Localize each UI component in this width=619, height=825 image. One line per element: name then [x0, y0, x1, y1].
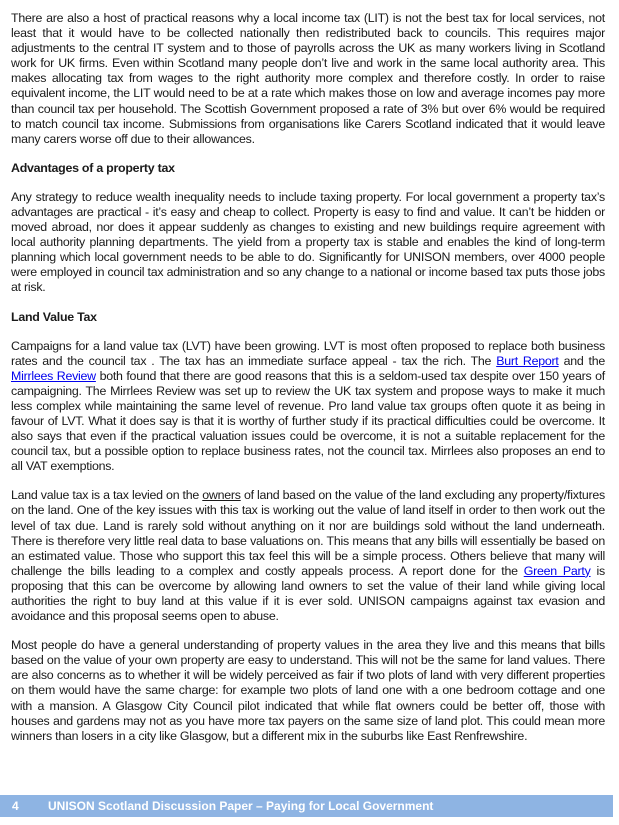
text: and the: [558, 353, 605, 368]
page-number: 4: [12, 799, 19, 813]
paragraph-lvt-definition: [11, 488, 605, 624]
text: is proposing that this can be overcome by allowing land owners to set the value of their land while giving local authorities the right to buy land at this value if it is ever sold. UNISON campaigns against tax evasion and avoidance and this proposal seems open to abuse.: [11, 563, 605, 624]
paragraph-lit-reasons: There are also a host of practical reasons why a local income tax (LIT) is not the best tax for local services, not least that it would have to be collected nationally then redistributed back to councils. This requires major adjustments to the central IT system and to those of payrolls across the UK as many workers living in Scotland work for UK firms. Even within Scotland many people don’t live and work in the same local authority area. This makes allocating tax from wages to the right authority more complex and therefore costly. In order to raise equivalent income, the LIT would need to be at a rate which makes those on low and average incomes pay more than council tax per household. The Scottish Government proposed a rate of 3% but over 6% would be required to match council tax income. Submissions from organisations like Carers Scotland indicated that it would leave many carers worse off due to their allowances.: [11, 11, 605, 146]
underlined-owners: owners: [202, 488, 241, 503]
document-body: [11, 11, 605, 744]
text: Land value tax is a tax levied on the: [11, 488, 203, 503]
heading-property-tax: Advantages of a property tax: [11, 160, 175, 175]
text: Campaigns for a land value tax (LVT) have been growing. LVT is most often proposed to replace both business rates and the council tax . The tax has an immediate surface appeal - tax the rich. The: [11, 338, 605, 368]
page-footer: [0, 795, 613, 817]
paragraph-property-tax: Any strategy to reduce wealth inequality needs to include taxing property. For local government a property tax’s advantages are practical - it’s easy and cheap to collect. Property is easy to find and value. It can’t be hidden or moved abroad, nor does it appear suddenly as changes to existing and new buildings require agreement with local authority planning departments. The yield from a property tax is stable and enables the kind of long-term planning which local government needs to be able to do. Significantly for UNISON members, over 4000 people were employed in council tax administration and so any change to a national or income based tax puts those jobs at risk.: [11, 189, 605, 295]
link-mirrlees-review[interactable]: Mirrlees Review: [11, 368, 96, 383]
paragraph-property-values: Most people do have a general understanding of property values in the area they live and this means that bills based on the value of your own property are easy to understand. This will not be the same for land values. There are also concerns as to whether it will be widely perceived as fair if two plots of land with very different properties on them would have the same charge: for example two plots of land one with a one bedroom cottage and one with a mansion. A Glasgow City Council pilot indicated that while flat owners could be better off, those with houses and gardens may not as you have more tax payers on the same size of land plot. This could mean more winners than losers in a city like Glasgow, but a different mix in the suburbs like East Renfrewshire.: [11, 638, 605, 743]
text: of land based on the value of the land excluding any property/fixtures on the land. One of the key issues with this tax is working out the value of land itself in order to then work out the level of tax due. Land is rarely sold without anything on it nor are buildings sold without the land underneath. There is therefore very little real data to base valuations on. This means that any bills will essentially be based on an estimated value. Those who support this tax feel this will be a simple process. Others believe that many will challenge the bills leading to a complex and costly appeals process. A report done for the: [11, 488, 605, 578]
text: both found that there are good reasons that this is a seldom-used tax despite over 150 years of campaigning. The Mirrlees Review was set up to review the UK tax system and propose ways to make it much less complex while maintaining the same level of revenue. Pro land value tax groups often quote it as being in favour of LVT. What it does say is that it is worthy of further study if its practical difficulties could be overcome. It also says that even if the practical valuation issues could be overcome, it is not a suitable replacement for the council tax, but a possible option to replace business rates, not the council tax. Mirrlees also proposes an end to all VAT exemptions.: [11, 368, 605, 474]
paragraph-lvt-campaigns: [11, 339, 605, 475]
link-green-party[interactable]: Green Party: [523, 563, 591, 578]
link-burt-report[interactable]: Burt Report: [496, 353, 559, 368]
heading-land-value-tax: Land Value Tax: [11, 309, 97, 324]
footer-title: UNISON Scotland Discussion Paper – Paying for Local Government: [48, 799, 434, 813]
